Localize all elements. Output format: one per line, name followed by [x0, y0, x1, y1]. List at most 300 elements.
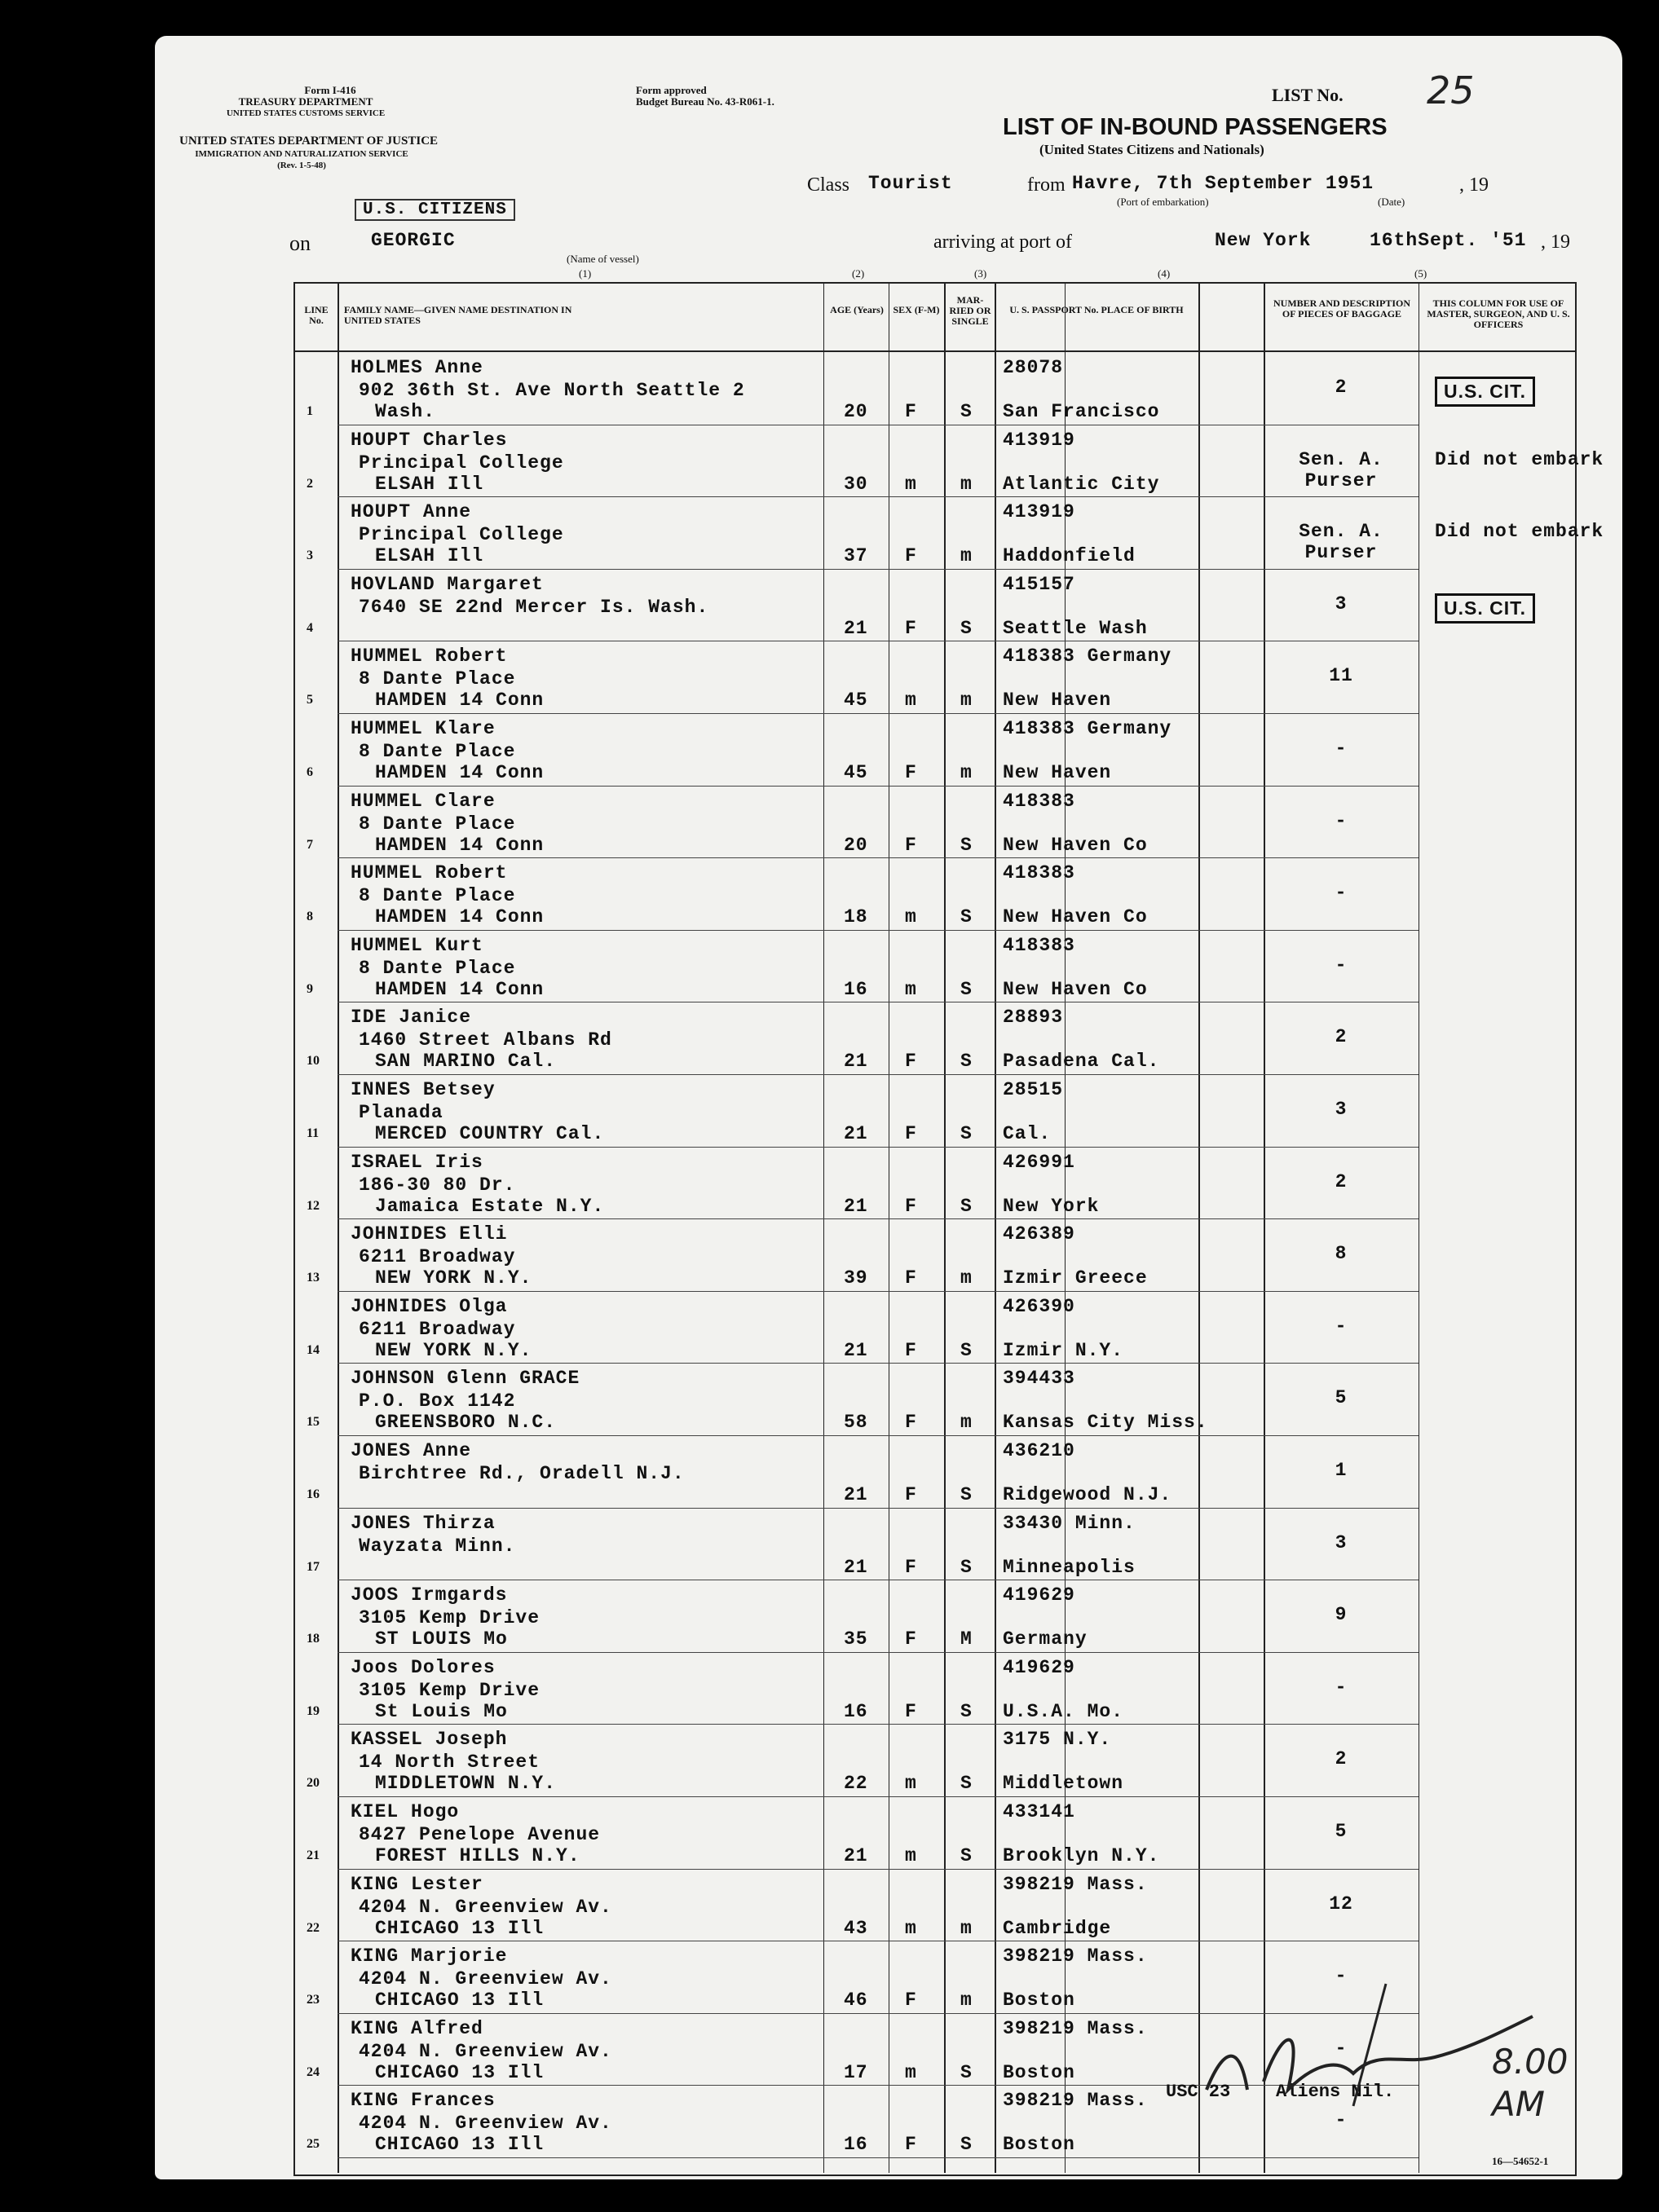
marital-status: S [960, 1845, 973, 1866]
passport-number: 33430 Minn. [1003, 1512, 1136, 1534]
row-separator [338, 1508, 1419, 1509]
row-separator [338, 1147, 1419, 1148]
age-value: 21 [844, 1123, 868, 1144]
address-line: 3105 Kemp Drive [359, 1607, 540, 1629]
row-number: 25 [307, 2137, 320, 2152]
row-number: 3 [307, 549, 313, 563]
sex-value: m [905, 1845, 917, 1866]
address-city: CHICAGO 13 Ill [375, 1917, 545, 1939]
aliens-count: Aliens Nil. [1276, 2082, 1395, 2102]
baggage-value: 1 [1335, 1460, 1348, 1481]
row-number: 6 [307, 765, 313, 779]
manifest-page [155, 36, 1622, 2179]
row-number: 2 [307, 476, 313, 491]
col-header-passport: U. S. PASSPORT No. PLACE OF BIRTH [1009, 304, 1184, 315]
row-separator [338, 857, 1419, 858]
passport-number: 426389 [1003, 1223, 1075, 1245]
passenger-name: Joos Dolores [351, 1656, 496, 1678]
age-value: 20 [844, 834, 868, 856]
address-city: HAMDEN 14 Conn [375, 690, 545, 712]
age-value: 21 [844, 1195, 868, 1217]
row-number: 9 [307, 981, 313, 996]
baggage-value: 8 [1335, 1243, 1348, 1265]
passenger-name: HUMMEL Clare [351, 790, 496, 812]
passport-number: 28515 [1003, 1079, 1064, 1100]
passport-number: 398219 Mass. [1003, 2017, 1148, 2039]
age-value: 45 [844, 762, 868, 783]
age-value: 17 [844, 2061, 868, 2083]
address-line: 6211 Broadway [359, 1318, 516, 1340]
passenger-name: HUMMEL Klare [351, 718, 496, 739]
baggage-value: - [1335, 1315, 1348, 1337]
passenger-name: HUMMEL Robert [351, 862, 508, 884]
address-line: Planada [359, 1102, 443, 1123]
baggage-value: 11 [1329, 665, 1353, 687]
address-line: Birchtree Rd., Oradell N.J. [359, 1463, 685, 1484]
age-value: 16 [844, 2134, 868, 2156]
birthplace: Minneapolis [1003, 1556, 1136, 1578]
row-separator [338, 1291, 1419, 1292]
baggage-value: 2 [1335, 377, 1348, 398]
age-value: 46 [844, 1989, 868, 2012]
marital-status: S [960, 2134, 973, 2156]
passenger-name: JOHNIDES Elli [351, 1223, 508, 1245]
age-value: 58 [844, 1412, 868, 1434]
marital-status: S [960, 1484, 973, 1505]
row-number: 7 [307, 837, 313, 852]
age-value: 30 [844, 473, 868, 495]
row-separator [338, 1724, 1419, 1725]
address-city: Wash. [375, 401, 436, 422]
row-number: 21 [307, 1848, 320, 1862]
marital-status: m [960, 473, 973, 495]
form-approved: Form approved [636, 84, 707, 96]
baggage-value: - [1335, 738, 1348, 759]
address-line: 3105 Kemp Drive [359, 1679, 540, 1701]
list-no-label: LIST No. [1272, 85, 1344, 105]
passport-number: 426991 [1003, 1151, 1075, 1173]
col-num-2: (2) [852, 267, 865, 280]
inspector-signature-icon [1190, 1967, 1598, 2114]
marital-status: S [960, 617, 973, 639]
birthplace: Cal. [1003, 1123, 1052, 1144]
sex-value: F [905, 1195, 917, 1217]
revision: (Rev. 1-5-48) [277, 161, 326, 170]
baggage-value: - [1335, 954, 1348, 976]
baggage-value: 3 [1335, 593, 1348, 615]
birthplace: Cambridge [1003, 1917, 1112, 1939]
address-city: HAMDEN 14 Conn [375, 762, 545, 783]
birthplace: Kansas City Miss. [1003, 1412, 1208, 1434]
passport-number: 398219 Mass. [1003, 2090, 1148, 2112]
baggage-value: - [1335, 882, 1348, 904]
col-header-line: LINE No. [304, 304, 329, 326]
address-line: 8 Dante Place [359, 885, 516, 907]
row-number: 5 [307, 693, 313, 707]
birthplace: U.S.A. Mo. [1003, 1700, 1124, 1722]
sex-value: F [905, 1339, 917, 1361]
birthplace: Seattle Wash [1003, 617, 1148, 639]
age-value: 21 [844, 1339, 868, 1361]
marital-status: m [960, 545, 973, 567]
passport-number: 28078 [1003, 357, 1064, 378]
sex-value: m [905, 2061, 917, 2083]
address-line: 4204 N. Greenview Av. [359, 2113, 612, 2135]
from-value: Havre, 7th September 1951 [1072, 173, 1374, 194]
sex-value: F [905, 1700, 917, 1722]
col-header-sex: SEX (F-M) [893, 304, 940, 315]
passenger-name: JOHNIDES Olga [351, 1295, 508, 1317]
baggage-value: 9 [1335, 1604, 1348, 1626]
birthplace: Boston [1003, 2134, 1075, 2156]
row-number: 10 [307, 1054, 320, 1069]
row-number: 16 [307, 1487, 320, 1501]
sex-value: m [905, 1773, 917, 1795]
passport-number: 418383 Germany [1003, 646, 1172, 668]
vessel-name: GEORGIC [371, 230, 456, 251]
marital-status: S [960, 978, 973, 1000]
marital-status: S [960, 906, 973, 928]
row-separator [338, 2157, 1419, 2158]
age-value: 45 [844, 690, 868, 712]
ins-service: IMMIGRATION AND NATURALIZATION SERVICE [195, 149, 408, 159]
address-city: MERCED COUNTRY Cal. [375, 1123, 605, 1144]
passenger-name: KASSEL Joseph [351, 1729, 508, 1751]
marital-status: S [960, 401, 973, 422]
age-value: 37 [844, 545, 868, 567]
sex-value: m [905, 978, 917, 1000]
officer-note: U.S. CIT. [1435, 377, 1535, 407]
address-line: Principal College [359, 524, 564, 546]
passport-number: 419629 [1003, 1656, 1075, 1678]
birthplace: Middletown [1003, 1773, 1124, 1795]
marital-status: S [960, 1051, 973, 1073]
row-separator [338, 569, 1419, 570]
address-line: 4204 N. Greenview Av. [359, 2040, 612, 2062]
usc-count: USC 23 [1166, 2082, 1231, 2102]
passport-number: 413919 [1003, 429, 1075, 451]
row-number: 22 [307, 1920, 320, 1935]
row-separator [338, 786, 1419, 787]
marital-status: S [960, 1556, 973, 1578]
marital-status: M [960, 1628, 973, 1650]
baggage-value: 5 [1335, 1387, 1348, 1409]
address-line: 6211 Broadway [359, 1246, 516, 1268]
col-header-baggage: NUMBER AND DESCRIPTION OF PIECES OF BAGGAGE [1273, 297, 1411, 319]
year-suffix-2: , 19 [1541, 231, 1570, 253]
passport-number: 436210 [1003, 1440, 1075, 1461]
baggage-value: - [1335, 2109, 1348, 2131]
passport-number: 3175 N.Y. [1003, 1729, 1112, 1751]
sex-value: F [905, 1123, 917, 1144]
marital-status: S [960, 1773, 973, 1795]
passenger-name: KING Alfred [351, 2017, 483, 2039]
baggage-value: - [1335, 1676, 1348, 1698]
sex-value: m [905, 906, 917, 928]
row-separator [338, 1796, 1419, 1797]
sex-value: F [905, 545, 917, 567]
age-value: 18 [844, 906, 868, 928]
passport-number: 426390 [1003, 1295, 1075, 1317]
passenger-name: JOHNSON Glenn GRACE [351, 1368, 580, 1390]
sex-value: F [905, 762, 917, 783]
marital-status: m [960, 762, 973, 783]
sex-value: F [905, 1556, 917, 1578]
address-city: NEW YORK N.Y. [375, 1267, 532, 1289]
passport-number: 415157 [1003, 573, 1075, 595]
list-subtitle: (United States Citizens and Nationals) [1039, 142, 1264, 157]
col-num-3: (3) [974, 267, 987, 280]
passenger-name: KIEL Hogo [351, 1801, 460, 1822]
passport-number: 413919 [1003, 501, 1075, 523]
officer-note: Did not embark [1435, 521, 1604, 543]
address-line: 8427 Penelope Avenue [359, 1824, 601, 1845]
baggage-value: 2 [1335, 1026, 1348, 1048]
col-num-1: (1) [579, 267, 592, 280]
sex-value: F [905, 1051, 917, 1073]
address-line: 14 North Street [359, 1752, 540, 1774]
passport-number: 418383 [1003, 934, 1075, 956]
sex-value: m [905, 473, 917, 495]
passport-number: 418383 [1003, 862, 1075, 884]
passport-number: 418383 [1003, 790, 1075, 812]
address-line: Principal College [359, 452, 564, 474]
address-city: HAMDEN 14 Conn [375, 906, 545, 928]
birthplace: Boston [1003, 2061, 1075, 2083]
row-separator [338, 1218, 1419, 1219]
birthplace: Brooklyn N.Y. [1003, 1845, 1160, 1866]
passenger-name: KING Lester [351, 1873, 483, 1895]
passenger-name: KING Marjorie [351, 1945, 508, 1967]
address-city: SAN MARINO Cal. [375, 1051, 557, 1073]
baggage-value: 3 [1335, 1099, 1348, 1120]
baggage-value: 3 [1335, 1531, 1348, 1553]
row-number: 4 [307, 620, 313, 635]
age-value: 22 [844, 1773, 868, 1795]
from-label: from [1027, 174, 1066, 196]
sex-value: F [905, 1628, 917, 1650]
marital-status: m [960, 1267, 973, 1289]
passenger-name: JONES Thirza [351, 1512, 496, 1534]
address-line: 8 Dante Place [359, 668, 516, 690]
row-number: 12 [307, 1198, 320, 1213]
birthplace: New Haven [1003, 690, 1112, 712]
address-city: CHICAGO 13 Ill [375, 1989, 545, 2012]
address-line: 902 36th St. Ave North Seattle 2 [359, 380, 745, 401]
sex-value: F [905, 617, 917, 639]
baggage-value: 2 [1335, 1748, 1348, 1770]
dept-justice: UNITED STATES DEPARTMENT OF JUSTICE [179, 134, 439, 148]
address-city: MIDDLETOWN N.Y. [375, 1773, 557, 1795]
marital-status: S [960, 1195, 973, 1217]
birthplace: Boston [1003, 1989, 1075, 2012]
passenger-name: JOOS Irmgards [351, 1584, 508, 1606]
address-line: 186-30 80 Dr. [359, 1174, 516, 1196]
baggage-value: Sen. A. Purser [1299, 448, 1383, 491]
passport-number: 433141 [1003, 1801, 1075, 1822]
customs-service: UNITED STATES CUSTOMS SERVICE [226, 108, 386, 118]
row-number: 19 [307, 1703, 320, 1718]
birthplace: San Francisco [1003, 401, 1160, 422]
row-number: 23 [307, 1993, 320, 2007]
marital-status: S [960, 2061, 973, 2083]
passenger-name: IDE Janice [351, 1007, 472, 1029]
address-city: CHICAGO 13 Ill [375, 2134, 545, 2156]
passenger-name: ISRAEL Iris [351, 1151, 483, 1173]
address-city: NEW YORK N.Y. [375, 1339, 532, 1361]
age-value: 16 [844, 978, 868, 1000]
row-separator [338, 1869, 1419, 1870]
on-label: on [289, 231, 311, 255]
passenger-name: HUMMEL Robert [351, 646, 508, 668]
list-title: LIST OF IN-BOUND PASSENGERS [1003, 114, 1388, 140]
birthplace: Atlantic City [1003, 473, 1160, 495]
address-city: HAMDEN 14 Conn [375, 834, 545, 856]
arriving-label: arriving at port of [933, 231, 1072, 253]
arrival-date: 16thSept. '51 [1370, 230, 1527, 251]
row-number: 1 [307, 404, 313, 418]
arrival-port: New York [1215, 230, 1312, 251]
class-value: Tourist [868, 173, 953, 194]
age-value: 21 [844, 1556, 868, 1578]
address-city: FOREST HILLS N.Y. [375, 1845, 580, 1866]
age-value: 35 [844, 1628, 868, 1650]
row-number: 17 [307, 1559, 320, 1574]
age-value: 21 [844, 1051, 868, 1073]
address-line: Wayzata Minn. [359, 1535, 516, 1557]
row-separator [338, 1435, 1419, 1436]
address-city: St Louis Mo [375, 1700, 508, 1722]
baggage-value: - [1335, 1965, 1348, 1987]
footer-code: 16—54652-1 [1492, 2155, 1549, 2167]
row-separator [338, 1652, 1419, 1653]
form-number: Form I-416 [304, 84, 356, 96]
col-header-age: AGE (Years) [830, 304, 884, 315]
marital-status: S [960, 1123, 973, 1144]
birthplace: New Haven Co [1003, 978, 1148, 1000]
age-value: 21 [844, 1484, 868, 1505]
row-number: 15 [307, 1415, 320, 1430]
address-line: 1460 Street Albans Rd [359, 1029, 612, 1051]
sex-value: F [905, 1989, 917, 2012]
passenger-name: KING Frances [351, 2090, 496, 2112]
age-value: 43 [844, 1917, 868, 1939]
birthplace: Izmir N.Y. [1003, 1339, 1124, 1361]
sex-value: F [905, 834, 917, 856]
address-city: ELSAH Ill [375, 545, 484, 567]
sex-value: F [905, 1484, 917, 1505]
address-line: 7640 SE 22nd Mercer Is. Wash. [359, 596, 709, 618]
col-header-married: MAR-RIED OR SINGLE [949, 294, 991, 327]
passenger-name: HOVLAND Margaret [351, 573, 544, 595]
birthplace: Haddonfield [1003, 545, 1136, 567]
row-number: 8 [307, 910, 313, 924]
sex-value: F [905, 1267, 917, 1289]
address-line: 8 Dante Place [359, 957, 516, 979]
col-num-4: (4) [1158, 267, 1171, 280]
birthplace: New Haven [1003, 762, 1112, 783]
marital-status: m [960, 690, 973, 712]
age-value: 21 [844, 1845, 868, 1866]
address-line: 4204 N. Greenview Av. [359, 1968, 612, 1990]
marital-status: S [960, 1700, 973, 1722]
address-city: Jamaica Estate N.Y. [375, 1195, 605, 1217]
age-value: 16 [844, 1700, 868, 1722]
passport-number: 394433 [1003, 1368, 1075, 1390]
birthplace: Pasadena Cal. [1003, 1051, 1160, 1073]
age-value: 20 [844, 401, 868, 422]
class-label: Class [807, 174, 850, 196]
passport-number: 418383 Germany [1003, 718, 1172, 739]
passport-number: 398219 Mass. [1003, 1873, 1148, 1895]
birthplace: Izmir Greece [1003, 1267, 1148, 1289]
row-number: 18 [307, 1632, 320, 1646]
row-number: 24 [307, 2064, 320, 2079]
baggage-value: Sen. A. Purser [1299, 521, 1383, 564]
birthplace: New Haven Co [1003, 834, 1148, 856]
address-city: ST LOUIS Mo [375, 1628, 508, 1650]
marital-status: m [960, 1412, 973, 1434]
row-separator [338, 1074, 1419, 1075]
passenger-name: HOUPT Anne [351, 501, 472, 523]
birthplace: Ridgewood N.J. [1003, 1484, 1172, 1505]
row-separator [338, 496, 1419, 497]
col-header-name: FAMILY NAME—GIVEN NAME DESTINATION IN UNITED STATES [344, 304, 572, 326]
vessel-caption: (Name of vessel) [567, 253, 639, 265]
baggage-value: 12 [1329, 1893, 1353, 1915]
passport-number: 398219 Mass. [1003, 1945, 1148, 1967]
col-header-use: THIS COLUMN FOR USE OF MASTER, SURGEON, AND U. S. OFFICERS [1427, 297, 1570, 330]
marital-status: S [960, 1339, 973, 1361]
list-no-value: 25 [1427, 68, 1475, 112]
age-value: 39 [844, 1267, 868, 1289]
sex-value: F [905, 2134, 917, 2156]
passport-number: 419629 [1003, 1584, 1075, 1606]
passenger-name: HUMMEL Kurt [351, 934, 483, 956]
passenger-name: HOLMES Anne [351, 357, 483, 378]
row-number: 14 [307, 1342, 320, 1357]
row-number: 13 [307, 1271, 320, 1285]
marital-status: m [960, 1917, 973, 1939]
passenger-name: INNES Betsey [351, 1079, 496, 1100]
arrival-time: 8.00 AM [1492, 2042, 1569, 2124]
baggage-value: - [1335, 809, 1348, 831]
sex-value: F [905, 401, 917, 422]
passenger-name: JONES Anne [351, 1440, 472, 1461]
address-line: 8 Dante Place [359, 813, 516, 835]
budget-bureau: Budget Bureau No. 43-R061-1. [636, 95, 774, 108]
marital-status: S [960, 834, 973, 856]
address-line: 8 Dante Place [359, 741, 516, 762]
date-caption: (Date) [1378, 196, 1405, 208]
marital-status: m [960, 1989, 973, 2012]
col-num-5: (5) [1414, 267, 1427, 280]
baggage-value: 5 [1335, 1821, 1348, 1842]
baggage-value: 2 [1335, 1170, 1348, 1192]
port-embark-caption: (Port of embarkation) [1117, 196, 1209, 208]
age-value: 21 [844, 617, 868, 639]
address-city: CHICAGO 13 Ill [375, 2061, 545, 2083]
row-number: 20 [307, 1776, 320, 1791]
sex-value: m [905, 1917, 917, 1939]
birthplace: Germany [1003, 1628, 1088, 1650]
officer-note: U.S. CIT. [1435, 593, 1535, 624]
address-city: HAMDEN 14 Conn [375, 978, 545, 1000]
birthplace: New Haven Co [1003, 906, 1148, 928]
dept-treasury: TREASURY DEPARTMENT [238, 95, 373, 108]
address-line: 4204 N. Greenview Av. [359, 1896, 612, 1918]
birthplace: New York [1003, 1195, 1100, 1217]
